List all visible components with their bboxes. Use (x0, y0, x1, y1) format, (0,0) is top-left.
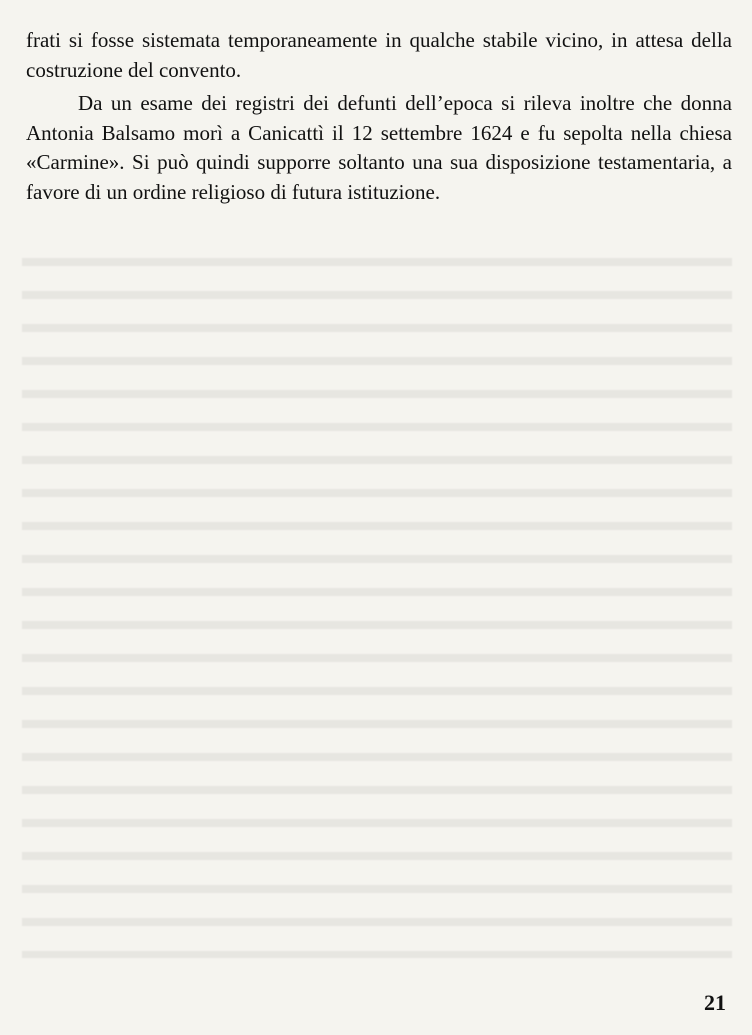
paragraph-registri-defunti: Da un esame dei registri dei defunti dell’epoca si rileva inoltre che donna Antonia Balsamo morì a Canicattì il 12 settembre 1624 e fu sepolta nella chiesa «Carmine». Si può quindi supporre soltanto una sua disposizione testamentaria, a favore di un ordine religioso di futura istituzione. (26, 91, 732, 204)
show-through-text-texture (22, 238, 732, 958)
page-number: 21 (704, 990, 726, 1015)
paragraph-continuation: frati si fosse sistemata temporaneamente in qualche stabile vicino, in attesa della costruzione del convento. (26, 28, 732, 82)
